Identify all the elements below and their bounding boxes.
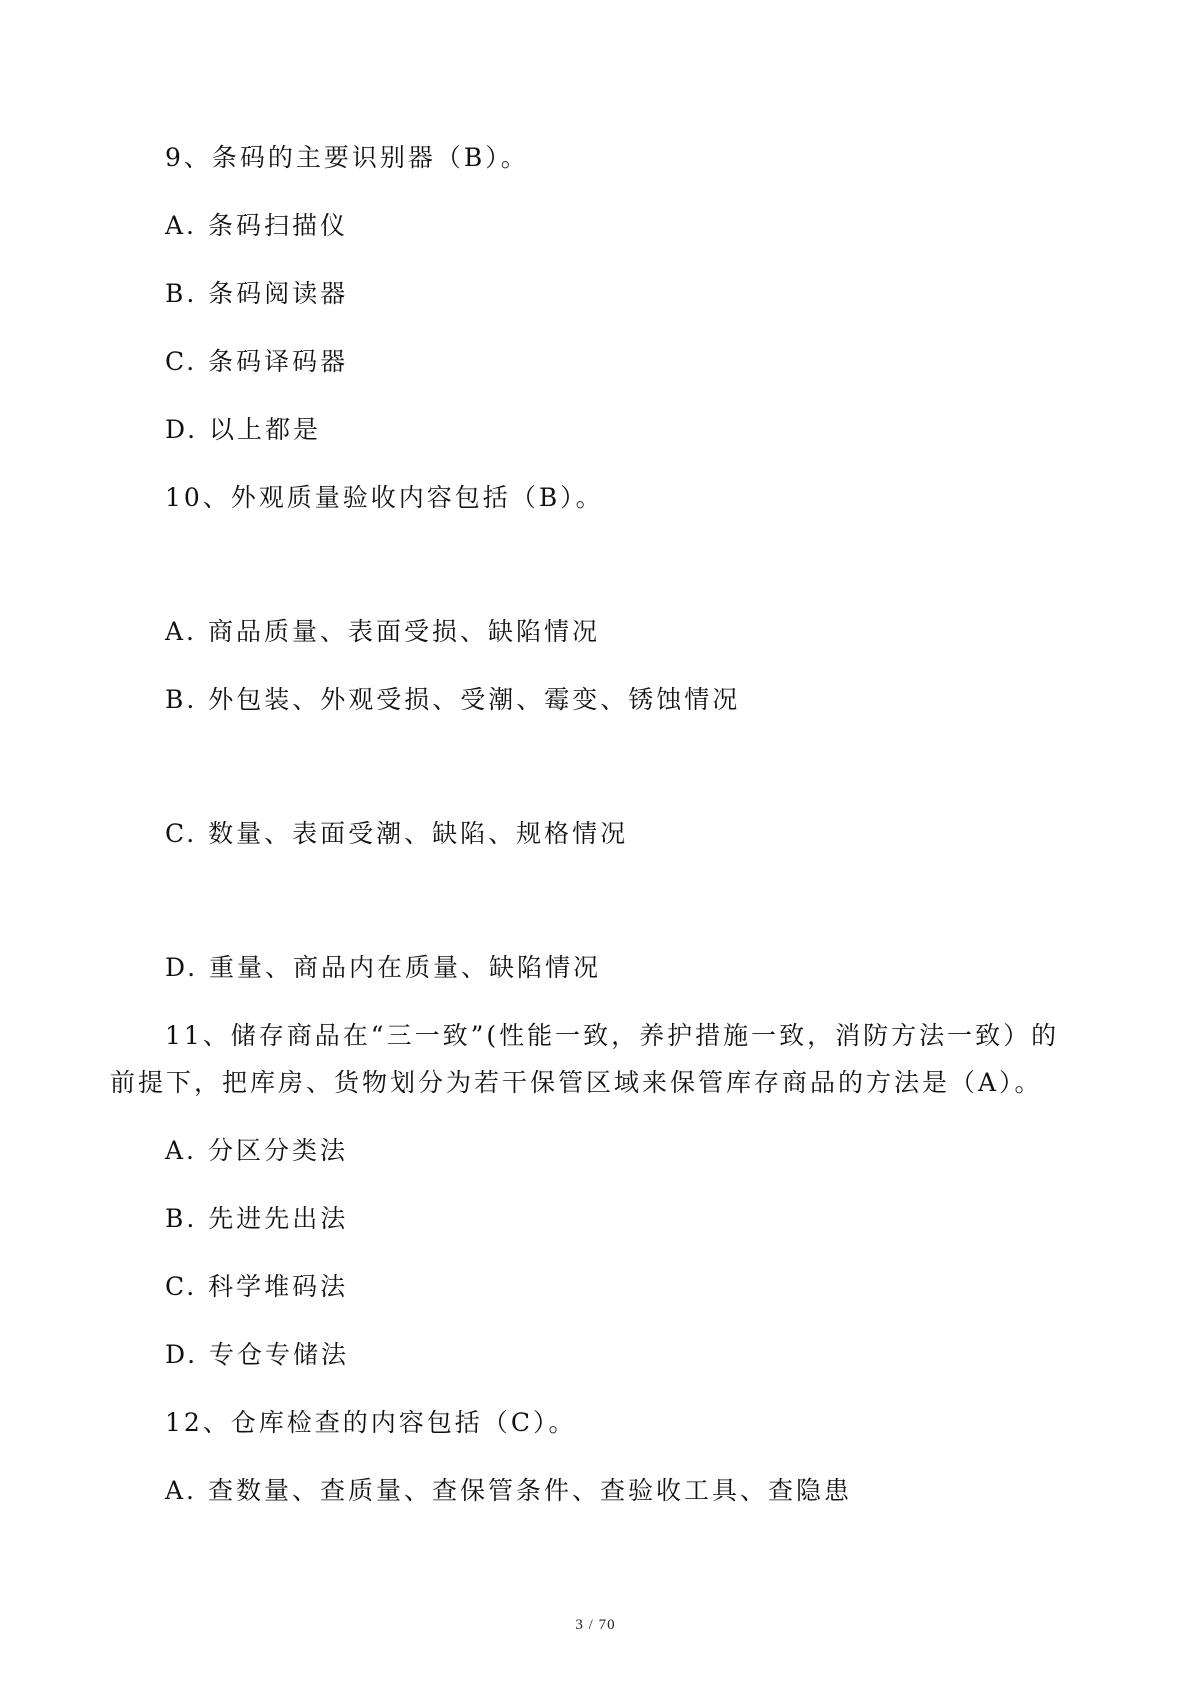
question-10: 10、外观质量验收内容包括（B）。	[165, 483, 604, 512]
option-line: C. 数量、表面受潮、缺陷、规格情况	[165, 819, 629, 848]
question-11-line-1: 11、储存商品在“三一致”(性能一致，养护措施一致，消防方法一致）的	[165, 1021, 1060, 1050]
option-line: A. 分区分类法	[165, 1136, 348, 1165]
option-line: A. 商品质量、表面受损、缺陷情况	[165, 617, 600, 646]
question-9: 9、条码的主要识别器（B）。	[165, 143, 529, 172]
option-line: A. 查数量、查质量、查保管条件、查验收工具、查隐患	[165, 1476, 852, 1505]
question-12: 12、仓库检查的内容包括（C）。	[165, 1408, 577, 1437]
option-line: B. 外包装、外观受损、受潮、霉变、锈蚀情况	[165, 685, 741, 714]
option-line: D. 重量、商品内在质量、缺陷情况	[165, 953, 602, 982]
option-line: D. 专仓专储法	[165, 1340, 350, 1369]
page-number: 3 / 70	[575, 1617, 616, 1633]
option-line: B. 条码阅读器	[165, 279, 349, 308]
question-11-line-2: 前提下，把库房、货物划分为若干保管区域来保管库存商品的方法是（A）。	[110, 1068, 1043, 1097]
option-line: B. 先进先出法	[165, 1204, 349, 1233]
option-line: C. 条码译码器	[165, 347, 349, 376]
option-line: D. 以上都是	[165, 415, 322, 444]
option-line: C. 科学堆码法	[165, 1272, 349, 1301]
option-line: A. 条码扫描仪	[165, 211, 348, 240]
